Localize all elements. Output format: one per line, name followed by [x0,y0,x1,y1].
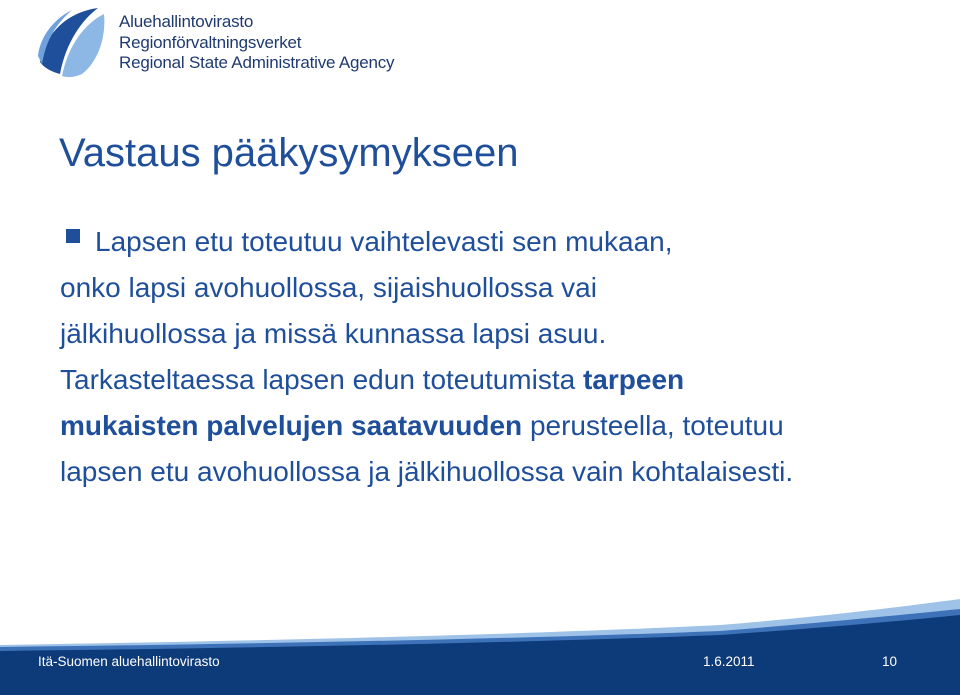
slide-body [60,219,940,495]
bullet-text-line-3: jälkihuollossa ja missä kunnassa lapsi asuu. [60,318,607,349]
line-5-bold-text: mukaisten palvelujen saatavuuden [60,410,523,441]
square-bullet-icon [66,229,80,243]
line-4-normal-text: Tarkasteltaessa lapsen edun toteutumista [60,364,583,395]
agency-logo-icon [32,4,108,80]
line-5-normal-text: perusteella, toteutuu [522,410,784,441]
bullet-text-line-1: Lapsen etu toteutuu vaihtelevasti sen mukaan, [95,226,673,257]
bullet-text-line-6: lapsen etu avohuollossa ja jälkihuollossa vain kohtalaisesti. [60,456,794,487]
footer-organization: Itä-Suomen aluehallintovirasto [38,654,220,669]
bullet-first-line [60,219,940,265]
bullet-text-line-5 [60,403,940,449]
bullet-text-line-2: onko lapsi avohuollossa, sijaishuollossa vai [60,272,597,303]
line-4-bold-text: tarpeen [582,364,685,395]
logo-line-english: Regional State Administrative Agency [119,53,395,72]
footer-wave-decoration [0,595,960,695]
logo-line-swedish: Regionförvaltningsverket [119,32,302,52]
footer-date: 1.6.2011 [703,654,755,669]
bullet-text-line-4 [60,357,940,403]
agency-logo-text [119,12,394,74]
footer-page-number: 10 [882,654,898,669]
logo-line-finnish: Aluehallintovirasto [119,12,254,31]
slide-title: Vastaus pääkysymykseen [59,131,519,175]
